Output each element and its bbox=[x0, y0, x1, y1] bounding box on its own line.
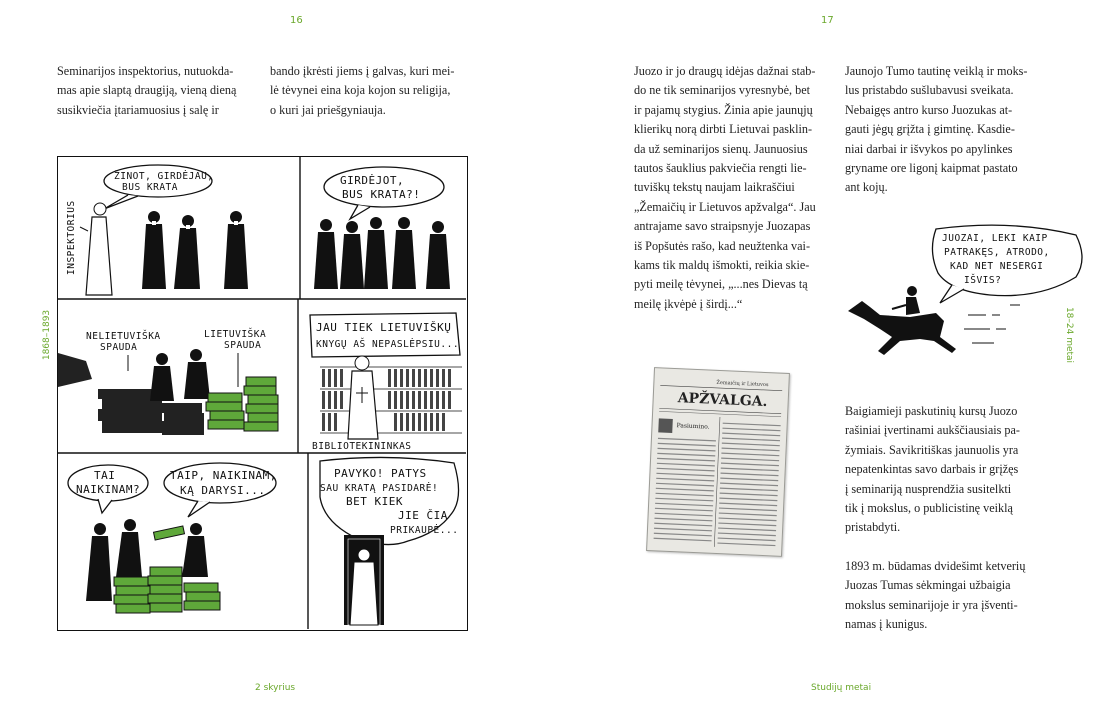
text-line: klierikų norą dirbti Lietuvai pasklin- bbox=[634, 122, 813, 137]
rider-illustration bbox=[840, 215, 1090, 385]
text-line: kams tik maldų išmokti, reikia skie- bbox=[634, 258, 810, 273]
bubble-text: BUS KRATA bbox=[122, 182, 178, 193]
label-text: SPAUDA bbox=[224, 340, 262, 351]
speech-bubble bbox=[310, 313, 460, 357]
text-line: namas į kunigus. bbox=[845, 617, 928, 632]
figure-inspector bbox=[86, 217, 112, 295]
text-line: do ne tik seminarijos vyresnybė, bet bbox=[634, 83, 811, 98]
bubble-text: SAU KRATĄ PASIDARĖ! bbox=[320, 483, 439, 494]
speech-bubble bbox=[324, 167, 444, 207]
text-line: ir pajamų stygius. Žinia apie jaunųjų bbox=[634, 102, 813, 117]
clipping-top-line: Žemaičių ir Lietuvos bbox=[716, 379, 769, 389]
text-line: da už seminarijos sienų. Jaunuosius bbox=[634, 141, 808, 156]
figure-head bbox=[358, 549, 370, 561]
right-col2-top-text bbox=[845, 62, 1041, 198]
figure-librarian bbox=[348, 371, 378, 439]
text-line: iš Popšutės rašo, kad neužtenka vai- bbox=[634, 238, 810, 253]
panel-library bbox=[310, 313, 462, 452]
right-text-col2-bottom bbox=[845, 402, 1041, 634]
left-page bbox=[0, 0, 548, 720]
librarian-caption: BIBLIOTEKININKAS bbox=[312, 441, 412, 452]
rider-drawing bbox=[840, 215, 1090, 385]
clipping-section: Pasiumino. bbox=[676, 422, 710, 431]
bubble-text: IŠVIS? bbox=[964, 275, 1002, 286]
page-number-right: 17 bbox=[821, 15, 834, 26]
bubble-text: TAIP, NAIKINAM, bbox=[170, 469, 277, 482]
bubble-text: TAI bbox=[94, 469, 116, 482]
panel-success bbox=[320, 457, 459, 625]
text-line: tautos šauklius pakviečia rengti lie- bbox=[634, 161, 807, 176]
page-number-left: 16 bbox=[290, 15, 303, 26]
bubble-text: KAD NET NESERGI bbox=[950, 261, 1044, 272]
text-line: ant kojų. bbox=[845, 180, 888, 195]
text-line: „Žemaičių ir Lietuvos apžvalga“. Jau bbox=[634, 199, 816, 214]
bubble-text: ŽINOT, GIRDĖJAU, bbox=[114, 171, 214, 182]
bubble-text: GIRDĖJOT, bbox=[340, 174, 405, 187]
clipping-masthead: APŽVALGA. bbox=[677, 390, 768, 411]
bubble-text: KĄ DARYSI... bbox=[180, 484, 266, 497]
text-line: žymiais. Savikritiškas jaunuolis yra bbox=[845, 442, 1019, 457]
text-line: lė tėvynei eina koja kojon su religija, bbox=[270, 83, 451, 98]
bubble-text: JIE ČIA bbox=[398, 509, 448, 522]
newspaper-clipping bbox=[646, 367, 790, 557]
bubble-text: NAIKINAM? bbox=[76, 483, 141, 496]
text-line: Baigiamieji paskutinių kursų Juozo bbox=[845, 404, 1018, 418]
text-line: pristabdyti. bbox=[845, 520, 901, 535]
text-line: antrajame savo straipsnyje Juozapas bbox=[634, 219, 811, 234]
text-line: bando įkrėsti jiems į galvas, kuri mei- bbox=[270, 64, 455, 78]
text-line: lus pristabdo sušlubavusi sveikata. bbox=[845, 83, 1014, 98]
text-line: meilę įkvėpė į širdį...“ bbox=[634, 296, 743, 311]
label-text: SPAUDA bbox=[100, 342, 138, 353]
text-line: Jaunojo Tumo tautinę veiklą ir moks- bbox=[845, 64, 1028, 78]
panel-inspector bbox=[66, 165, 248, 295]
panel-rumor bbox=[314, 167, 450, 289]
footer-right: Studijų metai bbox=[811, 683, 872, 693]
text-line: Seminarijos inspektorius, nutuokda- bbox=[57, 64, 234, 78]
text-line: pyti meilę tėvynei, „...nes Dievas tą bbox=[634, 277, 808, 292]
side-label-right: 18–24 metai bbox=[1064, 306, 1075, 364]
text-line: Juozo ir jo draugų idėjas dažnai stab- bbox=[634, 64, 816, 78]
bubble-text: PATRAKĘS, ATRODO, bbox=[944, 247, 1050, 258]
text-line: rašiniai įvertinami aukščiausiais pa- bbox=[845, 423, 1020, 438]
right-text-col1 bbox=[634, 62, 830, 314]
bubble-text: KNYGŲ AŠ NEPASLĖPSIU... bbox=[316, 339, 460, 350]
comic-strip bbox=[57, 156, 468, 631]
text-line: mas apie slaptą draugiją, vieną dieną bbox=[57, 83, 237, 98]
figure-head bbox=[94, 203, 106, 215]
text-line: nepatenkintas savo darbais ir grįžęs bbox=[845, 462, 1019, 477]
right-col2-bottom-text bbox=[845, 557, 1041, 635]
text-line: tik į mokslus, o publicistinę veiklą bbox=[845, 501, 1013, 516]
text-line: gryname ore ligonį kaipmat pastato bbox=[845, 161, 1018, 176]
text-line: tuviškų tekstų naujam laikraščiui bbox=[634, 180, 795, 195]
left-col2-text bbox=[270, 62, 468, 120]
text-line: gauti jėgų grįžta į gimtinę. Kasdie- bbox=[845, 122, 1015, 137]
inspector-label: INSPEKTORIUS bbox=[66, 200, 77, 275]
horse bbox=[848, 301, 956, 355]
panel-destroy bbox=[68, 463, 277, 613]
bubble-text: PAVYKO! PATYS bbox=[334, 467, 427, 480]
text-line: o kuri jai priešgyniauja. bbox=[270, 102, 386, 117]
left-text-col2 bbox=[270, 62, 468, 120]
text-line: 1893 m. būdamas dvidešimt ketverių bbox=[845, 558, 1026, 573]
clipping-drawing bbox=[647, 368, 789, 556]
text-line: į seminariją nusprendžia susitelkti bbox=[845, 481, 1012, 496]
rider-head bbox=[907, 286, 917, 296]
text-line: niai darbai ir išvykos po apylinkes bbox=[845, 141, 1013, 156]
bubble-text: JUOZAI, LEKI KAIP bbox=[942, 233, 1048, 244]
right-text-col2-top bbox=[845, 62, 1041, 198]
side-label-left: 1868–1893 bbox=[42, 309, 53, 361]
text-line: Juozas Tumas sėkmingai užbaigia bbox=[845, 578, 1011, 593]
bubble-text: BUS KRATA?! bbox=[342, 188, 421, 201]
right-col1-text bbox=[634, 62, 830, 314]
text-line: mokslus seminarijoje ir yra įšventi- bbox=[845, 597, 1018, 612]
bubble-text: JAU TIEK LIETUVIŠKŲ bbox=[316, 321, 452, 334]
text-line: Nebaigęs antro kurso Juozukas at- bbox=[845, 102, 1013, 117]
comic-drawing bbox=[58, 157, 466, 629]
label-text: NELIETUVIŠKA bbox=[86, 331, 161, 342]
footer-left: 2 skyrius bbox=[255, 683, 296, 693]
figure-head bbox=[355, 356, 369, 370]
left-text-col1 bbox=[57, 62, 253, 120]
bubble-text: PRIKAUPĖ... bbox=[390, 525, 459, 536]
right-col2-mid-text bbox=[845, 402, 1041, 538]
bubble-text: BET KIEK bbox=[346, 495, 403, 508]
label-text: LIETUVIŠKA bbox=[204, 329, 267, 340]
panel-press bbox=[58, 328, 278, 435]
text-line: susikviečia įtariamuosius į salę ir bbox=[57, 102, 219, 117]
left-col1-text bbox=[57, 62, 253, 120]
